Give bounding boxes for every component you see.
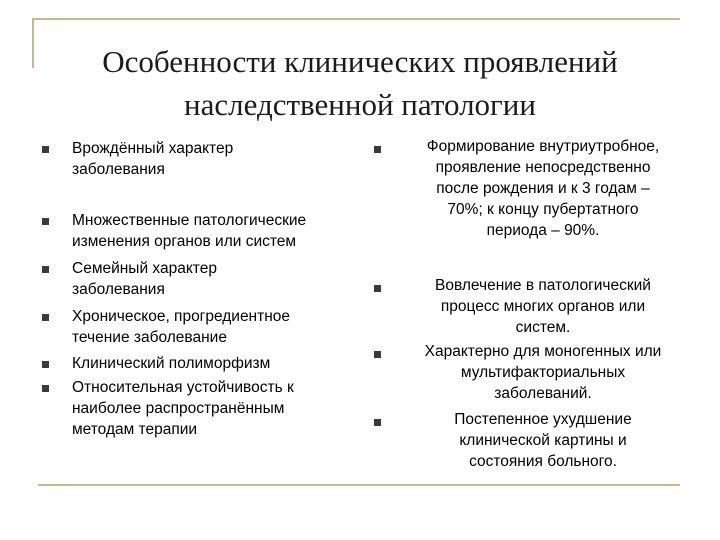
- right-item-3-line-3: заболеваний.: [494, 385, 592, 402]
- slide-title-line-1: Особенности клинических проявлений: [102, 44, 618, 79]
- bullet-square-icon: [42, 385, 49, 392]
- bullet-square-icon: [42, 314, 49, 321]
- right-item-1-line-5: периода – 90%.: [486, 222, 600, 239]
- bullet-square-icon: [42, 218, 49, 225]
- bullet-square-icon: [374, 146, 381, 153]
- bullet-square-icon: [374, 351, 381, 358]
- left-item-4: [72, 306, 362, 348]
- right-item-2-line-1: Вовлечение в патологический: [435, 277, 651, 294]
- right-item-3-line-2: мультифакториальных: [460, 364, 626, 381]
- bullet-square-icon: [42, 266, 49, 273]
- right-item-4: [398, 409, 688, 472]
- left-item-3-line-1: Семейный характер: [72, 260, 217, 277]
- left-item-3: [72, 258, 362, 300]
- right-item-3: [398, 341, 688, 404]
- right-item-3-line-1: Характерно для моногенных или: [424, 343, 662, 360]
- left-item-5: [72, 353, 362, 374]
- right-item-1-line-1: Формирование внутриутробное,: [426, 138, 660, 155]
- right-item-1: [398, 136, 688, 241]
- frame-left-line: [32, 18, 34, 68]
- left-item-1: [72, 138, 362, 180]
- bullet-square-icon: [42, 146, 49, 153]
- bullet-square-icon: [42, 361, 49, 368]
- left-item-5-line-1: Клинический полиморфизм: [72, 355, 271, 372]
- frame-top-line: [32, 18, 680, 20]
- left-item-4-line-1: Хроническое, прогредиентное: [72, 308, 291, 325]
- right-item-1-line-4: 70%; к концу пубертатного: [447, 201, 639, 218]
- left-item-2-line-2: изменения органов или систем: [72, 233, 297, 250]
- bullet-square-icon: [374, 285, 381, 292]
- left-item-6: [72, 377, 362, 440]
- right-item-4-line-1: Постепенное ухудшение: [454, 411, 632, 428]
- left-item-1-line-1: Врождённый характер: [72, 140, 234, 157]
- left-item-6-line-3: методам терапии: [72, 421, 198, 438]
- frame-bottom-line: [38, 484, 680, 486]
- left-item-6-line-1: Относительная устойчивость к: [72, 379, 294, 396]
- right-item-4-line-2: клинической картины и: [459, 432, 627, 449]
- left-item-3-line-2: заболевания: [72, 281, 165, 298]
- left-item-2: [72, 210, 362, 252]
- left-item-2-line-1: Множественные патологические: [72, 212, 307, 229]
- bullet-square-icon: [374, 419, 381, 426]
- right-item-1-line-2: проявление непосредственно: [435, 159, 651, 176]
- right-item-2-line-2: процесс многих органов или: [440, 298, 646, 315]
- right-item-1-line-3: после рождения и к 3 годам –: [436, 180, 650, 197]
- left-item-4-line-2: течение заболевание: [72, 329, 227, 346]
- slide-title-line-2: наследственной патологии: [184, 87, 536, 122]
- right-item-2-line-3: систем.: [515, 319, 571, 336]
- left-item-6-line-2: наиболее распространённым: [72, 400, 285, 417]
- slide-title: [40, 40, 680, 126]
- right-item-4-line-3: состояния больного.: [469, 453, 617, 470]
- left-item-1-line-2: заболевания: [72, 161, 165, 178]
- right-item-2: [398, 275, 688, 338]
